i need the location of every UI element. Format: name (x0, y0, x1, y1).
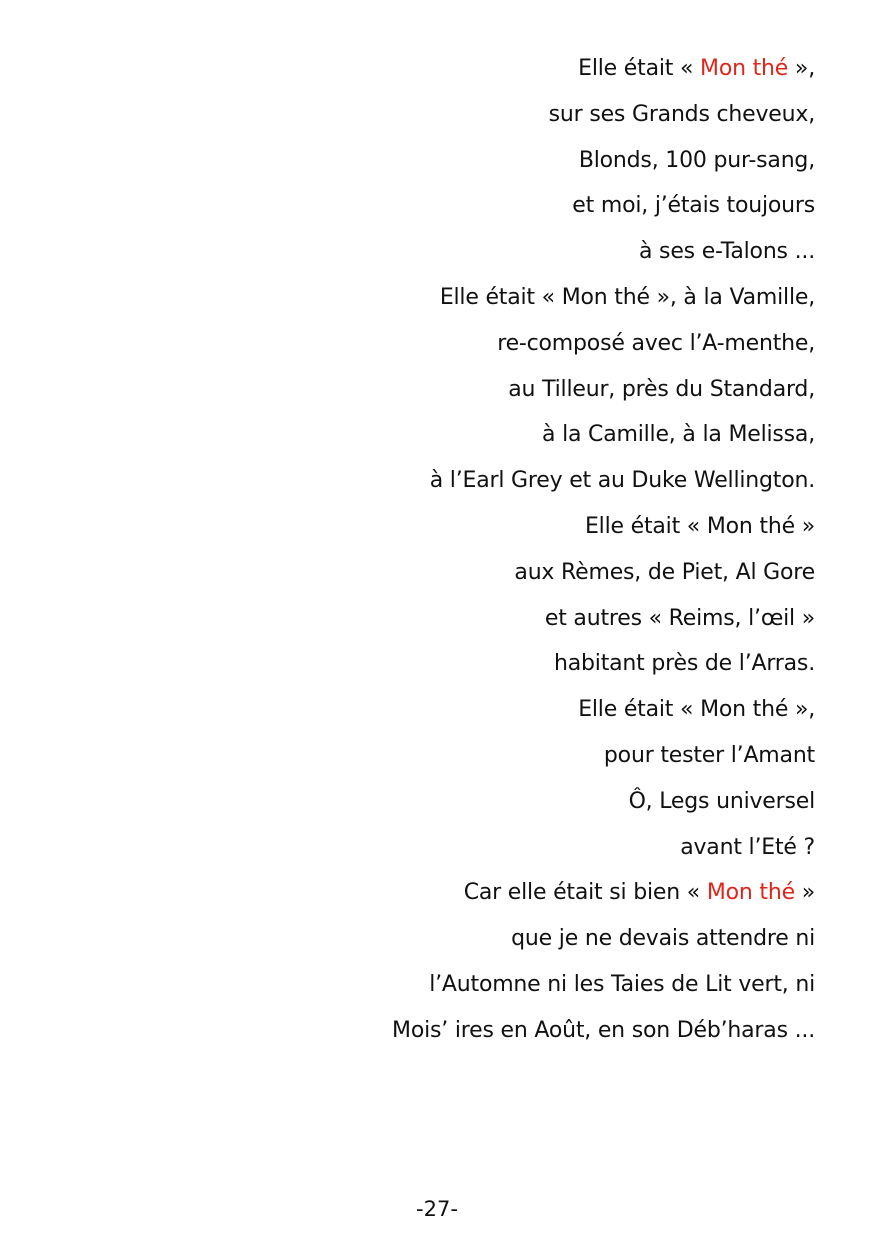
poem-line-4: et moi, j’étais toujours (572, 193, 815, 219)
poem-line-21: l’Automne ni les Taies de Lit vert, ni (429, 971, 815, 997)
poem-line-6: Elle était « Mon thé », à la Vamille, (439, 284, 815, 310)
poem-line-19-after: » (794, 880, 815, 906)
poem-line-20: que je ne devais attendre ni (511, 926, 815, 952)
poem-line-14: habitant près de l’Arras. (554, 651, 815, 677)
poem-text (15, 46, 815, 1054)
poem-line-22: Mois’ ires en Août, en son Déb’haras ... (392, 1017, 815, 1043)
poem-line-19-before: Car elle était si bien « (463, 880, 707, 906)
poem-line-19 (15, 870, 815, 916)
poem-line-2: sur ses Grands cheveux, (548, 101, 815, 127)
poem-line-19-highlight: Mon thé (706, 880, 795, 906)
poem-line-12: aux Rèmes, de Piet, Al Gore (514, 559, 815, 585)
poem-line-16: pour tester l’Amant (603, 742, 815, 768)
poem-line-18: avant l’Eté ? (680, 834, 815, 860)
poem-line-17: Ô, Legs universel (628, 788, 815, 814)
poem-line-9: à la Camille, à la Melissa, (542, 422, 815, 448)
poem-line-3: Blonds, 100 pur-sang, (578, 147, 815, 173)
poem-line-10: à l’Earl Grey et au Duke Wellington. (429, 468, 815, 494)
poem-line-1-after: », (788, 56, 815, 81)
poem-line-11: Elle était « Mon thé » (584, 513, 815, 539)
poem-line-1-before: Elle était « (578, 56, 701, 81)
poem-line-1 (15, 46, 815, 92)
poem-line-13: et autres « Reims, l’œil » (544, 605, 815, 631)
poem-line-7: re-composé avec l’A-menthe, (497, 330, 815, 356)
poem-line-8: au Tilleur, près du Standard, (508, 376, 815, 402)
poem-line-15: Elle était « Mon thé », (578, 697, 815, 723)
poem-line-1-highlight: Mon thé (700, 56, 789, 81)
poem-line-5: à ses e-Talons ... (638, 239, 815, 265)
page-number: -27- (416, 1197, 458, 1221)
